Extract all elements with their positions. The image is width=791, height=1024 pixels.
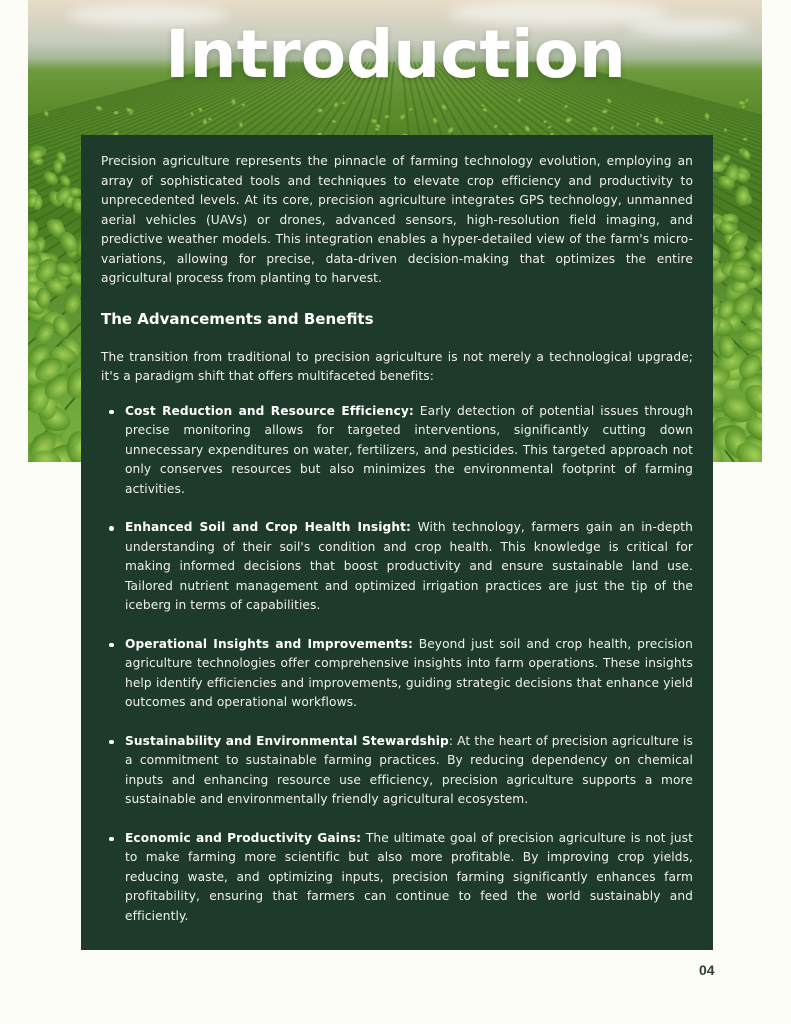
benefit-term: Cost Reduction and Resource Efficiency:: [125, 403, 414, 418]
benefit-text: With technology, farmers gain an in-depth understanding of their soil's condition and crop health. This knowledge is critical for making informed decisions that boost productivity and ensure sustainable land use. Tailored nutrient management and optimized irrigation practices are just the tip of the iceberg in terms of capabilities.: [125, 520, 693, 612]
benefit-text: Early detection of potential issues through precise monitoring allows for targeted interventions, significantly cutting down unnecessary expenditures on water, fertilizers, and pesticides. This targeted approach not only conserves resources but also minimizes the environmental footprint of farming activities.: [125, 403, 694, 496]
content-panel: [81, 135, 713, 950]
section-lead-paragraph: The transition from traditional to precision agriculture is not merely a technological upgrade; it's a paradigm shift that offers multifaceted benefits:: [101, 349, 693, 383]
intro-paragraph: Precision agriculture represents the pinnacle of farming technology evolution, employing an array of sophisticated tools and techniques to elevate crop efficiency and productivity to unprecedented levels. At its core, precision agriculture integrates GPS technology, unmanned aerial vehicles (UAVs) or drones, advanced sensors, high-resolution field imaging, and predictive weather models. This integration enables a hyper-detailed view of the farm's micro-variations, allowing for precise, data-driven decision-making that optimizes the entire agricultural process from planting to harvest.: [101, 154, 693, 285]
benefit-term: Sustainability and Environmental Stewardship: [125, 733, 449, 748]
benefit-item: [125, 518, 693, 616]
benefit-item: [125, 402, 693, 500]
section-heading: The Advancements and Benefits: [101, 309, 374, 328]
benefit-term: Enhanced Soil and Crop Health Insight:: [125, 520, 412, 534]
benefit-term: Economic and Productivity Gains:: [125, 830, 362, 845]
benefits-list: [101, 402, 693, 927]
benefit-item: [125, 635, 693, 713]
benefit-item: [125, 732, 693, 810]
benefit-item: [125, 829, 693, 927]
page-number: 04: [699, 962, 715, 978]
page-title: Introduction: [165, 16, 626, 93]
benefit-text: Beyond just soil and crop health, precision agriculture technologies offer comprehensive insights into farm operations. These insights help identify efficiencies and improvements, guiding strategic decisions that enhance yield outcomes and operational workflows.: [125, 636, 694, 709]
benefit-term: Operational Insights and Improvements:: [125, 636, 413, 651]
benefit-text: The ultimate goal of precision agriculture is not just to make farming more scientific but also more profitable. By improving crop yields, reducing waste, and optimizing inputs, precision farming significantly enhances farm profitability, ensuring that farmers can continue to feed the world sustainably and efficiently.: [125, 830, 693, 923]
benefit-text: : At the heart of precision agriculture is a commitment to sustainable farming practices. By reducing dependency on chemical inputs and enhancing resource use efficiency, precision agriculture supports a more sustainable and environmentally friendly agricultural ecosystem.: [125, 733, 693, 806]
